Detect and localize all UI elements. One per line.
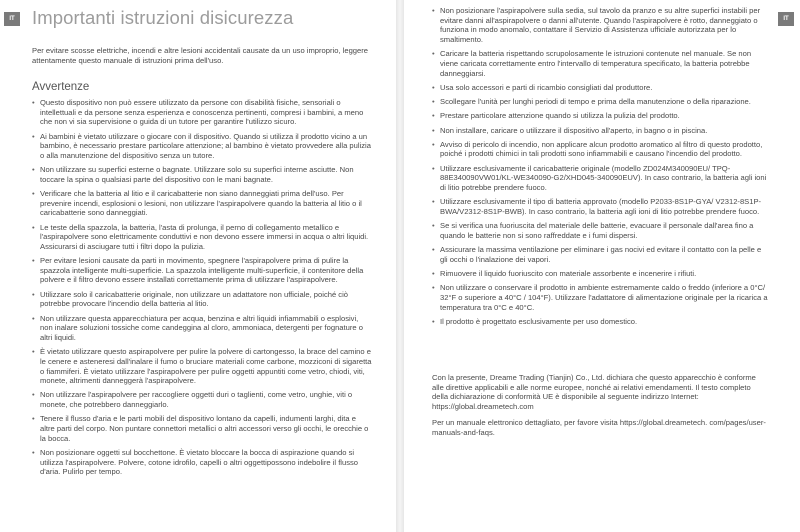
bullet-icon: • — [432, 163, 435, 173]
warning-text: Assicurare la massima ventilazione per eliminare i gas nocivi ed evitare il contatto con la pelle e gli occhi o l'inalazione dei vapori. — [440, 245, 762, 264]
bullet-icon: • — [432, 49, 435, 59]
warning-text: Avviso di pericolo di incendio, non applicare alcun prodotto aromatico al filtro di questo prodotto, poiché i prodotti chimici in tali prodotti sono infiammabili e causano l'incendio del prodotto. — [440, 139, 763, 159]
left-page — [0, 0, 396, 532]
bullet-icon: • — [32, 347, 35, 357]
bullet-icon: • — [432, 283, 435, 293]
warning-item — [432, 49, 770, 78]
bullet-icon: • — [32, 165, 35, 175]
warning-text: Questo dispositivo non può essere utilizzato da persone con disabilità fisiche, sensoriali o intellettuali e da persone senza esperienza e conoscenza pertinenti, compresi i bambini, a meno che non vi sia supervisione o guida di un tutore per garantire l'utilizzo sicuro. — [40, 98, 364, 127]
warning-item — [32, 314, 372, 343]
warning-item — [432, 317, 770, 327]
warning-item — [432, 221, 770, 240]
warning-item — [432, 197, 770, 216]
bullet-icon: • — [32, 313, 35, 323]
warning-item — [32, 256, 372, 285]
bullet-icon: • — [432, 139, 435, 149]
warning-text: Non posizionare l'aspirapolvere sulla sedia, sul tavolo da pranzo e su altre superfici instabili per evitare danni all'aspirapolvere o danni all'utente. Quando l'aspirapolvere è rotto, danneggiato o funziona in modo anomalo, contattare il Servizio di Assistenza ufficiale autorizzata per lo smaltimento. — [440, 6, 761, 44]
bullet-icon: • — [32, 131, 35, 141]
warning-text: Non posizionare oggetti sul bocchettone. È vietato bloccare la bocca di aspirazione quando si utilizza l'aspirapolvere. Polvere, cotone idrofilo, capelli o altri oggettipossono indebolire il flusso d'aria. Pulirlo per tempo. — [40, 447, 359, 477]
warning-item — [32, 165, 372, 184]
warning-item — [432, 111, 770, 121]
warning-text: Non utilizzare o conservare il prodotto in ambiente estremamente caldo o freddo (inferiore a 0°C/ 32°F o superiore a 40°C / 104°F). Utilizzare l'adattatore di alimentazione originale per la ricarica a temperatura tra 0°C e 40°C. — [440, 283, 768, 312]
bullet-icon: • — [432, 97, 435, 107]
section-title-warnings: Avvertenze — [32, 81, 90, 93]
warning-text: Il prodotto è progettato esclusivamente per uso domestico. — [440, 316, 638, 326]
warning-item — [32, 390, 372, 409]
warning-text: Le teste della spazzola, la batteria, l'asta di prolunga, il perno di collegamento metallico e l'aspirapolvere sono elettricamente conduttivi e non devono essere immersi in acqua o altri liquidi. Assicurarsi di asciugare tutti i filtri dopo la pulizia. — [40, 222, 369, 251]
warning-item — [32, 189, 372, 218]
bullet-icon: • — [432, 268, 435, 278]
warning-item — [432, 164, 770, 193]
bullet-icon: • — [32, 256, 35, 266]
warning-item — [432, 126, 770, 136]
warning-item — [432, 140, 770, 159]
warning-item — [432, 283, 770, 312]
warning-item — [32, 132, 372, 161]
warning-text: Caricare la batteria rispettando scrupolosamente le istruzioni contenute nel manuale. Se non viene caricata correttamente entro l'intervallo di temperatura specificato, la batteria potrebbe danneggiarsi. — [440, 49, 752, 78]
bullet-icon: • — [432, 221, 435, 231]
warning-text: Non utilizzare su superfici esterne o bagnate. Utilizzare solo su superfici interne asciutte. Non toccare la spina o qualsiasi parte del dispositivo con le mani bagnate. — [40, 165, 354, 184]
declaration-paragraph: Con la presente, Dreame Trading (Tianjin) Co., Ltd. dichiara che questo apparecchio è conforme alle direttive applicabili e alle norme europee, nonché ai relativi emendamenti. Il testo completo della dichiarazione di conformità UE è disponibile al seguente indirizzo Internet: https://global.dreametech.com — [432, 373, 756, 411]
warning-item — [432, 269, 770, 279]
bullet-icon: • — [432, 197, 435, 207]
bullet-icon: • — [432, 316, 435, 326]
page-gutter — [396, 0, 404, 532]
bullet-icon: • — [32, 189, 35, 199]
warnings-list-left — [32, 98, 372, 481]
bullet-icon: • — [432, 125, 435, 135]
intro-paragraph: Per evitare scosse elettriche, incendi e altre lesioni accidentali causate da un uso improprio, leggere attentamente questo manuale di istruzioni prima dell'uso. — [32, 46, 368, 66]
bullet-icon: • — [32, 98, 35, 107]
warning-item — [32, 347, 372, 386]
warning-text: Non installare, caricare o utilizzare il dispositivo all'aperto, in bagno o in piscina. — [440, 125, 708, 135]
page-title: Importanti istruzioni disicurezza — [32, 7, 294, 28]
warning-text: Tenere il flusso d'aria e le parti mobili del dispositivo lontano da capelli, indumenti larghi, dita e altre parti del corpo. Non puntare connettori metallici o altri accessori verso gli occhi, le orecchie o la bocca. — [40, 414, 369, 443]
bullet-icon: • — [32, 222, 35, 232]
warning-item — [432, 83, 770, 93]
warning-text: Utilizzare solo il caricabatterie originale, non utilizzare un adattatore non ufficiale, poiché ciò potrebbe provocare l'incendio della batteria al litio. — [40, 289, 348, 309]
warning-item — [32, 98, 372, 127]
language-tab: IT — [778, 12, 794, 26]
manual-link-paragraph: Per un manuale elettronico dettagliato, per favore visita https://global.dreametech. com/pages/user-manuals-and-faqs. — [432, 418, 766, 437]
warning-text: Se si verifica una fuoriuscita del materiale delle batterie, evacuare il personale dall'area fino a quando le batterie non si sono raffreddate e i fumi dispersi. — [440, 221, 754, 240]
bullet-icon: • — [432, 245, 435, 255]
warning-item — [32, 290, 372, 309]
bullet-icon: • — [32, 390, 35, 400]
warning-text: Rimuovere il liquido fuoriuscito con materiale assorbente e incenerire i rifiuti. — [440, 268, 697, 278]
warning-text: Per evitare lesioni causate da parti in movimento, spegnere l'aspirapolvere prima di pulire la spazzola intelligente multi-superficie. La spazzola intelligente multi-superficie, il contenitore della polvere e il filtro devono essere installati correttamente prima di utilizzare l'aspirapolvere. — [40, 256, 364, 285]
warning-item — [432, 97, 770, 107]
bullet-icon: • — [432, 82, 435, 92]
warning-text: È vietato utilizzare questo aspirapolvere per pulire la polvere di cartongesso, la brace del camino e le cenere e asteneresi dall'inalare il fumo o bruciare materiali come carbone, mozziconi di sigaretta o fiammiferi. È vietato utilizzare l'aspirapolvere per pulire oggetti appuntiti come vetro, chiodi, viti, monete, altrimenti danneggerà l'aspirapolvere. — [40, 347, 372, 386]
warning-text: Utilizzare esclusivamente il caricabatterie originale (modello ZD024M340090EU/ TPQ-88E340090VW01/KL-WE340090-G2/XHD045-340090EUV). In caso contrario, la batteria agli ioni di litio potrebbe prendere fuoco. — [440, 163, 767, 192]
warning-item — [32, 414, 372, 443]
warning-text: Utilizzare esclusivamente il tipo di batteria approvato (modello P2033-8S1P-GYA/ V2312-8S1P-BWA/V2312-8S1P-BWB). In caso contrario, la batteria agli ioni di litio potrebbe prendere fuoco. — [440, 197, 762, 216]
language-tab: IT — [4, 12, 20, 26]
bullet-icon: • — [32, 414, 35, 424]
warning-text: Prestare particolare attenzione quando si utilizza la pulizia del prodotto. — [440, 111, 680, 121]
warning-text: Verificare che la batteria al litio e il caricabatterie non siano danneggiati prima dell'uso. Per prevenire incendi, esplosioni o lesioni, non utilizzare l'aspirapolvere quando la batteria al litio o il caricabatterie sono danneggiati. — [40, 189, 362, 218]
warning-item — [432, 6, 770, 45]
bullet-icon: • — [32, 447, 35, 457]
warning-item — [432, 245, 770, 264]
bullet-icon: • — [432, 6, 435, 15]
warnings-list-right — [432, 6, 770, 331]
bullet-icon: • — [432, 111, 435, 121]
bullet-icon: • — [32, 289, 35, 299]
warning-text: Non utilizzare l'aspirapolvere per raccogliere oggetti duri o taglienti, come vetro, unghie, viti o monete, che potrebbero danneggiarlo. — [40, 390, 353, 410]
warning-text: Usa solo accessori e parti di ricambio consigliati dal produttore. — [440, 82, 653, 92]
warning-text: Non utilizzare questa apparecchiatura per acqua, benzina e altri liquidi infiammabili o esplosivi, non inalare soluzioni tossiche come candeggina al cloro, ammoniaca, detergenti per fognature o altri liquidi. — [40, 313, 363, 342]
warning-text: Scollegare l'unità per lunghi periodi di tempo e prima della manutenzione o della riparazione. — [440, 97, 751, 107]
warning-item — [32, 223, 372, 252]
warning-text: Ai bambini è vietato utilizzare o giocare con il dispositivo. Quando si utilizza il prodotto vicino a un bambino, è necessario prestare particolare attenzione; al bambino è vietato provvedere alla pulizia o alla manutenzione del dispositivo senza un tutore. — [40, 131, 371, 160]
warning-item — [32, 448, 372, 477]
